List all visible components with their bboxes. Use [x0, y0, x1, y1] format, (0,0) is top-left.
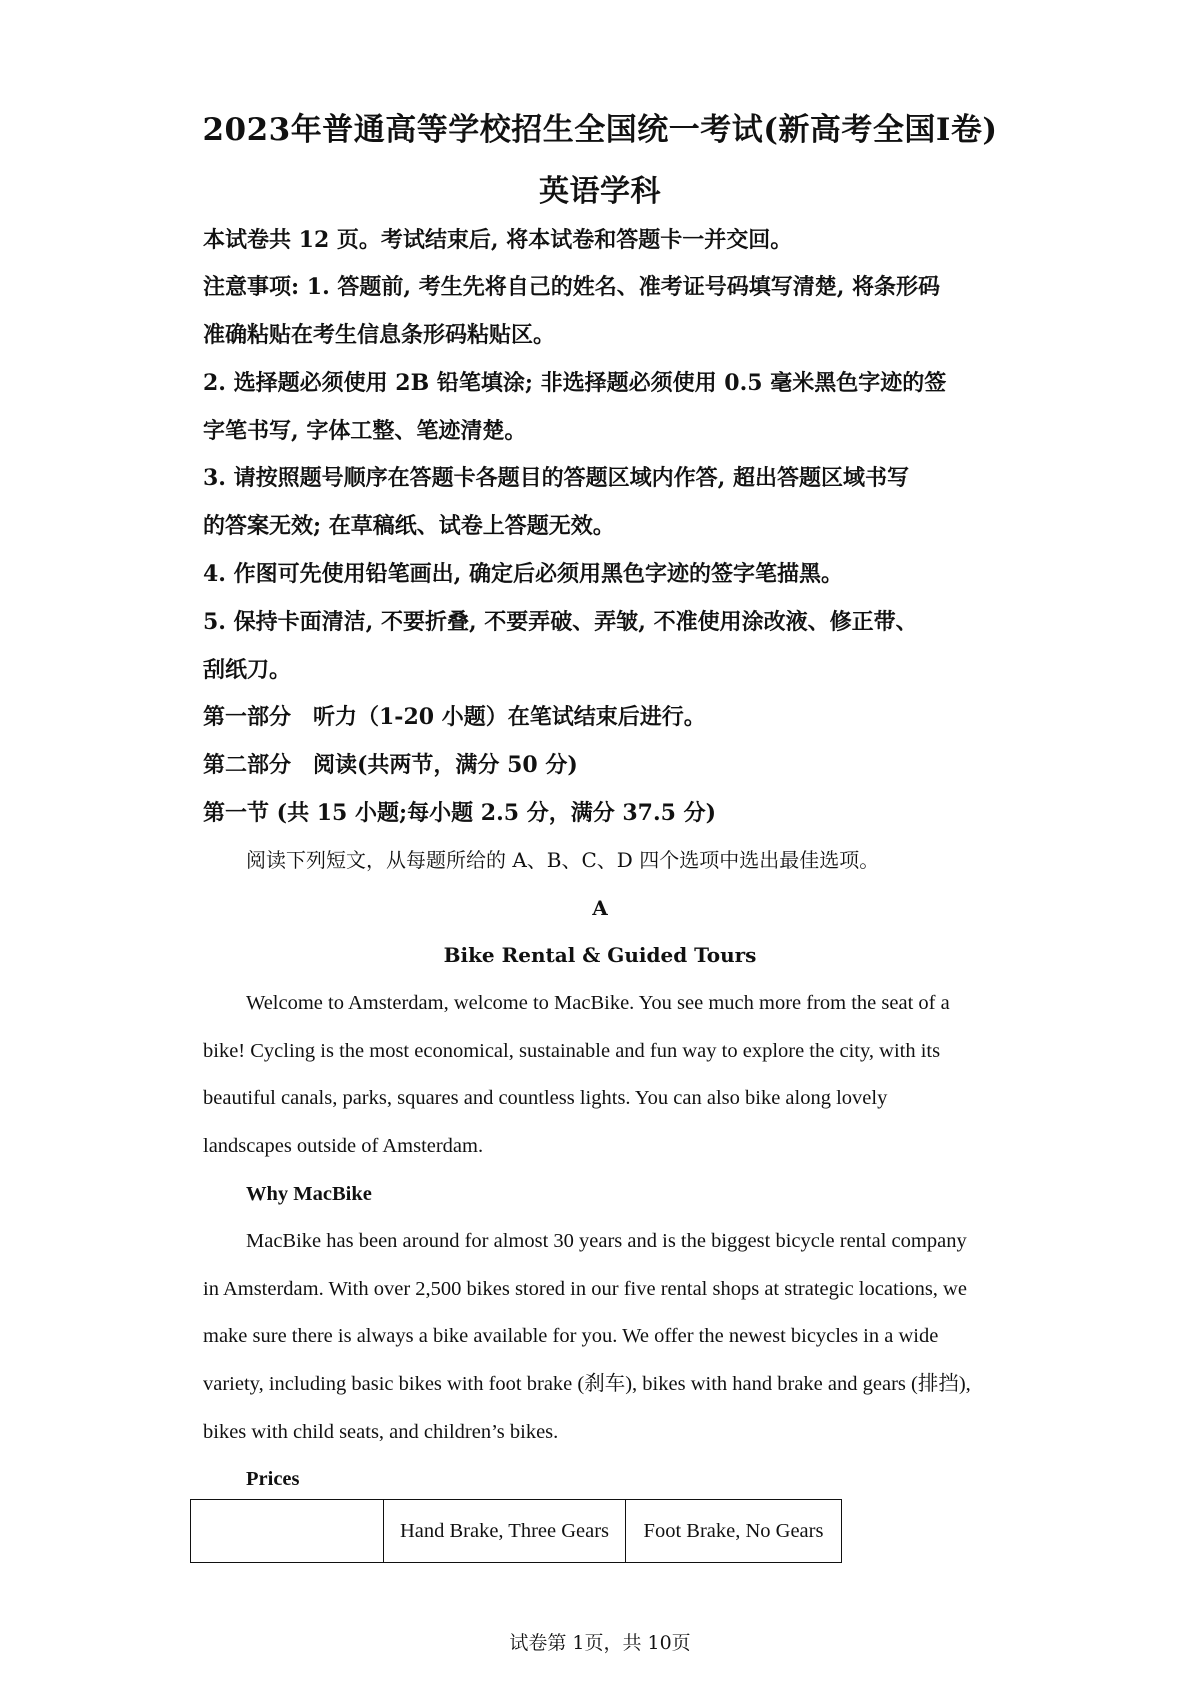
note-line: 2. 选择题必须使用 2B 铅笔填涂; 非选择题必须使用 0.5 毫米黑色字迹的签 [203, 370, 947, 396]
paragraph-line: in Amsterdam. With over 2,500 bikes stored in our five rental shops at strategic locations, we [203, 1278, 967, 1300]
subheading-prices: Prices [246, 1468, 300, 1490]
paragraph-line: bikes with child seats, and children’s bikes. [203, 1421, 559, 1443]
paragraph-line: make sure there is always a bike available for you. We offer the newest bicycles in a wide [203, 1325, 939, 1347]
note-line: 准确粘贴在考生信息条形码粘贴区。 [203, 322, 556, 348]
note-line: 字笔书写, 字体工整、笔迹清楚。 [203, 418, 527, 444]
table-cell: Hand Brake, Three Gears [384, 1500, 626, 1563]
paragraph-line: bike! Cycling is the most economical, sustainable and fun way to explore the city, with its [203, 1040, 941, 1062]
paragraph-line: Welcome to Amsterdam, welcome to MacBike. You see much more from the seat of a [246, 992, 950, 1014]
paragraph-line: beautiful canals, parks, squares and countless lights. You can also bike along lovely [203, 1087, 888, 1109]
passage-heading: Bike Rental & Guided Tours [443, 943, 757, 967]
reading-direction: 阅读下列短文，从每题所给的 A、B、C、D 四个选项中选出最佳选项。 [246, 848, 880, 872]
table-cell: Foot Brake, No Gears [626, 1500, 842, 1563]
note-line: 刮纸刀。 [203, 657, 292, 683]
table-cell [191, 1500, 384, 1563]
subject-title: 英语学科 [539, 174, 661, 209]
note-line: 5. 保持卡面清洁, 不要折叠, 不要弄破、弄皱, 不准使用涂改液、修正带、 [203, 609, 918, 635]
exam-intro: 本试卷共 12 页。考试结束后, 将本试卷和答题卡一并交回。 [203, 227, 793, 253]
note-line: 4. 作图可先使用铅笔画出, 确定后必须用黑色字迹的签字笔描黑。 [203, 561, 843, 587]
paragraph-line: variety, including basic bikes with foot brake (刹车), bikes with hand brake and gears (排挡), [203, 1373, 971, 1395]
subheading-why-macbike: Why MacBike [246, 1183, 372, 1205]
page-footer: 试卷第 1页，共 10页 [509, 1632, 691, 1654]
passage-label: A [592, 896, 608, 920]
paragraph-line: MacBike has been around for almost 30 years and is the biggest bicycle rental company [246, 1230, 967, 1252]
paragraph-line: landscapes outside of Amsterdam. [203, 1135, 484, 1157]
section-one-heading: 第一节 (共 15 小题;每小题 2.5 分，满分 37.5 分) [203, 800, 717, 826]
note-line: 的答案无效; 在草稿纸、试卷上答题无效。 [203, 513, 615, 539]
part-two-heading: 第二部分 阅读(共两节，满分 50 分) [203, 752, 578, 778]
note-line: 3. 请按照题号顺序在答题卡各题目的答题区域内作答, 超出答题区域书写 [203, 465, 909, 491]
part-one-heading: 第一部分 听力（1-20 小题）在笔试结束后进行。 [203, 704, 706, 730]
note-line: 注意事项: 1. 答题前, 考生先将自己的姓名、准考证号码填写清楚, 将条形码 [203, 274, 941, 300]
prices-table [190, 1499, 842, 1563]
exam-title: 2023年普通高等学校招生全国统一考试(新高考全国I卷) [202, 112, 998, 148]
table-row [191, 1500, 842, 1563]
